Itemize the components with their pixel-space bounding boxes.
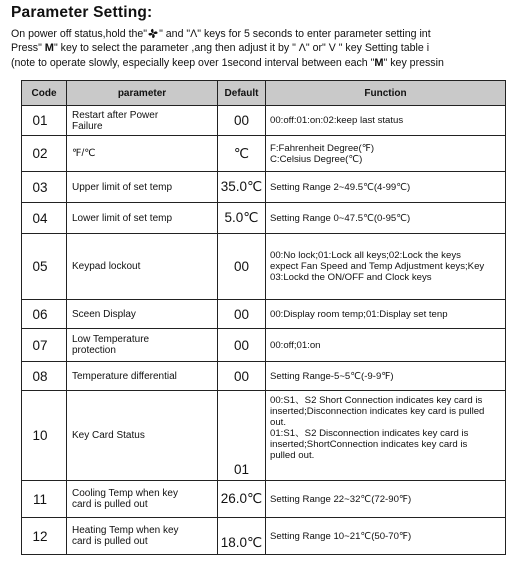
function-cell bbox=[266, 362, 506, 391]
parameter-line: Temperature differential bbox=[72, 370, 177, 382]
function-line: inserted;Disconnection indicates key card is pulled bbox=[270, 406, 485, 417]
default-cell: 35.0℃ bbox=[218, 172, 266, 203]
code-cell bbox=[22, 300, 67, 329]
function-line: Setting Range 0~47.5℃(0-95℃) bbox=[270, 212, 411, 224]
parameter-cell bbox=[67, 234, 218, 300]
intro-line-1-b: " and "Λ" keys for 5 seconds to enter parameter setting int bbox=[159, 28, 431, 40]
intro-line-2-b: " key to select the parameter ,ang then adjust it by " Λ" or" V " key Setting table i bbox=[53, 42, 430, 54]
function-line: 00:off;01:on bbox=[270, 339, 321, 351]
parameter-cell bbox=[67, 481, 218, 518]
parameter-line: Heating Temp when key bbox=[72, 525, 179, 536]
code-cell bbox=[22, 329, 67, 362]
default-cell: 00 bbox=[218, 362, 266, 391]
parameter-line: card is pulled out bbox=[72, 536, 148, 547]
code-value: 05 bbox=[32, 259, 48, 274]
function-cell bbox=[266, 172, 506, 203]
code-value: 11 bbox=[32, 491, 47, 507]
table-row bbox=[22, 481, 506, 518]
default-cell: 01 bbox=[218, 391, 266, 481]
table-row bbox=[22, 203, 506, 234]
parameter-line: Keypad lockout bbox=[72, 261, 141, 272]
code-value: 10 bbox=[32, 428, 48, 443]
fan-icon bbox=[147, 28, 159, 39]
intro-line-2 bbox=[11, 41, 517, 55]
function-line: 00:off:01:on:02:keep last status bbox=[270, 115, 404, 126]
function-line: out. bbox=[270, 417, 287, 428]
function-line: 01:S1、S2 Disconnection indicates key card is bbox=[270, 428, 469, 439]
default-cell: ℃ bbox=[218, 136, 266, 172]
parameter-line: Key Card Status bbox=[72, 430, 145, 441]
table-row bbox=[22, 518, 506, 555]
intro-line-1-a: On power off status,hold the" bbox=[11, 28, 148, 40]
code-value: 06 bbox=[32, 306, 48, 322]
intro-line-2-key: M bbox=[44, 42, 54, 54]
default-cell: 00 bbox=[218, 300, 266, 329]
function-line: C:Celsius Degree(℃) bbox=[270, 153, 363, 165]
parameter-line: Sceen Display bbox=[72, 308, 136, 320]
function-cell bbox=[266, 136, 506, 172]
function-line: Setting Range 2~49.5℃(4-99℃) bbox=[270, 181, 411, 193]
parameter-line: Restart after Power bbox=[72, 109, 159, 121]
parameter-cell bbox=[67, 391, 218, 481]
intro-line-1 bbox=[11, 27, 517, 41]
table-row bbox=[22, 391, 506, 481]
parameter-line: Failure bbox=[72, 120, 103, 132]
function-line: 00:No lock;01:Lock all keys;02:Lock the keys bbox=[270, 250, 461, 261]
code-value: 12 bbox=[32, 528, 48, 544]
intro-line-3-key: M bbox=[374, 57, 384, 69]
parameter-table bbox=[21, 80, 506, 555]
intro-line-3 bbox=[11, 56, 517, 70]
default-cell: 00 bbox=[218, 106, 266, 136]
parameter-cell bbox=[67, 136, 218, 172]
default-cell: 00 bbox=[218, 234, 266, 300]
table-row bbox=[22, 329, 506, 362]
code-cell bbox=[22, 518, 67, 555]
parameter-cell bbox=[67, 518, 218, 555]
header-parameter: parameter bbox=[67, 81, 218, 106]
parameter-cell bbox=[67, 172, 218, 203]
function-line: expect Fan Speed and Temp Adjustment keys;Key bbox=[270, 261, 485, 272]
function-cell bbox=[266, 518, 506, 555]
parameter-cell bbox=[67, 106, 218, 136]
code-cell bbox=[22, 234, 67, 300]
table-row bbox=[22, 362, 506, 391]
table-row bbox=[22, 136, 506, 172]
table-row bbox=[22, 172, 506, 203]
parameter-line: protection bbox=[72, 345, 116, 356]
function-cell bbox=[266, 481, 506, 518]
code-value: 08 bbox=[32, 368, 48, 384]
parameter-cell bbox=[67, 329, 218, 362]
function-cell bbox=[266, 106, 506, 136]
function-line: Setting Range-5~5℃(-9-9℉) bbox=[270, 370, 394, 382]
function-line: F:Fahrenheit Degree(℉) bbox=[270, 142, 375, 154]
parameter-line: Upper limit of set temp bbox=[72, 181, 173, 193]
code-value: 03 bbox=[32, 179, 48, 195]
parameter-cell bbox=[67, 203, 218, 234]
code-cell bbox=[22, 481, 67, 518]
function-line: 00:S1、S2 Short Connection indicates key card is bbox=[270, 395, 483, 406]
parameter-line: ℉/℃ bbox=[72, 148, 96, 159]
function-line: 00:Display room temp;01:Display set tenp bbox=[270, 308, 448, 320]
parameter-cell bbox=[67, 300, 218, 329]
table-row bbox=[22, 300, 506, 329]
code-value: 04 bbox=[32, 210, 48, 226]
code-value: 01 bbox=[32, 113, 48, 128]
parameter-line: Cooling Temp when key bbox=[72, 488, 178, 499]
table-row bbox=[22, 106, 506, 136]
function-cell bbox=[266, 329, 506, 362]
intro-line-3-b: " key pressin bbox=[383, 57, 444, 69]
code-cell bbox=[22, 172, 67, 203]
table-row bbox=[22, 234, 506, 300]
parameter-line: Lower limit of set temp bbox=[72, 212, 173, 224]
function-line: Setting Range 10~21℃(50-70℉) bbox=[270, 530, 412, 542]
intro-line-3-a: (note to operate slowly, especially keep over 1second interval between each " bbox=[11, 57, 375, 69]
default-cell: 00 bbox=[218, 329, 266, 362]
function-cell bbox=[266, 300, 506, 329]
code-cell bbox=[22, 362, 67, 391]
code-value: 07 bbox=[32, 337, 48, 353]
header-default: Default bbox=[218, 81, 266, 106]
parameter-line: Low Temperature bbox=[72, 334, 150, 345]
code-cell bbox=[22, 203, 67, 234]
header-code: Code bbox=[22, 81, 67, 106]
parameter-line: card is pulled out bbox=[72, 499, 148, 510]
default-cell: 26.0℃ bbox=[218, 481, 266, 518]
header-function: Function bbox=[266, 81, 506, 106]
parameter-cell bbox=[67, 362, 218, 391]
function-line: 03:Lockd the ON/OFF and Clock keys bbox=[270, 272, 432, 283]
default-cell: 5.0℃ bbox=[218, 203, 266, 234]
code-cell bbox=[22, 136, 67, 172]
code-cell bbox=[22, 106, 67, 136]
function-cell bbox=[266, 391, 506, 481]
function-line: Setting Range 22~32℃(72-90℉) bbox=[270, 493, 412, 505]
default-cell: 18.0℃ bbox=[218, 518, 266, 555]
intro-line-2-a: Press" bbox=[11, 42, 45, 54]
page-title: Parameter Setting: bbox=[11, 4, 153, 21]
function-cell bbox=[266, 203, 506, 234]
function-line: inserted;ShortConnection indicates key card is bbox=[270, 439, 468, 450]
function-line: pulled out. bbox=[270, 450, 315, 461]
code-cell bbox=[22, 391, 67, 481]
function-cell bbox=[266, 234, 506, 300]
table-header-row bbox=[22, 81, 506, 106]
code-value: 02 bbox=[32, 146, 48, 161]
